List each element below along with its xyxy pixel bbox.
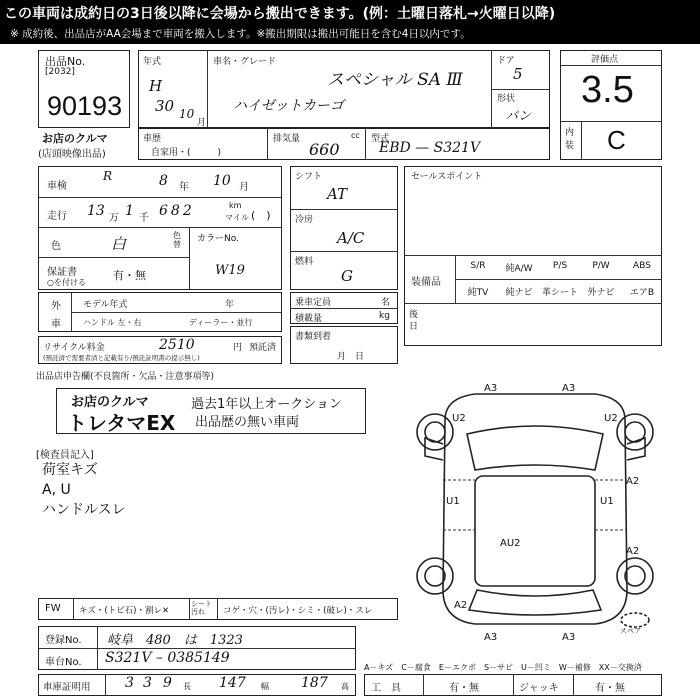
dealer-label: ディーラー・並行	[189, 318, 253, 327]
damage-legend: A－キズ C－腐食 E－エクボ S－サビ U－凹ミ W－補修 XX－交換済	[364, 663, 642, 672]
sales-box	[404, 166, 662, 346]
warranty-sub: ○を付ける	[47, 278, 86, 287]
tools-label: 工 具	[371, 683, 401, 694]
cert-unit-3: 高	[341, 682, 349, 691]
warranty-label: 保証書	[47, 267, 77, 278]
mileage-unit-mile: マイル	[225, 213, 249, 222]
interior-value: C	[607, 125, 626, 155]
mileage-label: 走行	[47, 211, 67, 222]
damage-mark-10: A2	[454, 600, 468, 611]
notice-line-2: ※ 成約後、出品店がAA会場まで車両を搬入します。※搬出期限は搬出可能日を含む4日以内です。	[10, 28, 471, 40]
ac-label: 冷房	[295, 215, 314, 225]
cert-unit-2: 幅	[261, 682, 269, 691]
rear-label: 後日	[409, 310, 419, 332]
cert-value-2: 3	[143, 675, 152, 691]
grade-value: スペシャル SA Ⅲ	[327, 70, 463, 90]
inspector-note-1: 荷室キズ	[42, 462, 98, 478]
name-label: 車名・グレード	[213, 57, 277, 67]
foreign-box	[38, 292, 282, 332]
damage-mark-6: U1	[446, 496, 460, 507]
type-value: EBD — S321V	[379, 140, 481, 156]
mileage-paren: ( )	[251, 209, 271, 222]
equipment-item: 純ナビ	[505, 288, 533, 298]
doc-unit: 月 日	[337, 352, 365, 362]
vehicle-box	[138, 50, 550, 128]
mileage-rest: 682	[159, 203, 195, 219]
fw-items: キズ・(トビ石)・割レ✕	[79, 606, 170, 616]
fw-label: FW	[45, 603, 61, 614]
equipment-item: 革シート	[541, 288, 578, 298]
equipment-item: 純TV	[467, 288, 489, 298]
damage-mark-3: U2	[452, 413, 466, 424]
inspector-notes	[42, 460, 126, 520]
recycle-box	[38, 336, 282, 364]
color-label: 色	[51, 241, 61, 252]
color-value: 白	[111, 235, 127, 253]
inspector-title: [検査員記入]	[36, 450, 94, 461]
ac-value: A/C	[337, 229, 365, 247]
score-value: 3.5	[581, 69, 634, 111]
year-value: 30	[155, 97, 175, 115]
jack-value: 有・無	[595, 683, 625, 694]
equipment-item: 外ナビ	[587, 288, 615, 298]
shape-value: バン	[505, 109, 532, 124]
mileage-sen-unit: 千	[139, 213, 149, 224]
displacement-label: 排気量	[273, 134, 301, 144]
cert-value-4: 147	[219, 675, 246, 691]
ad-line-2: トレタマEX	[67, 411, 176, 435]
damage-mark-7: U1	[600, 496, 614, 507]
month-value: 10	[179, 107, 195, 121]
handle-label: ハンドル 左・右	[83, 318, 142, 327]
recycle-value: 2510	[159, 337, 195, 353]
model-name: ハイゼットカーゴ	[233, 98, 344, 114]
damage-mark-5: A2	[626, 476, 640, 487]
car-diagram	[405, 380, 665, 648]
damage-mark-2: A3	[562, 383, 576, 394]
shaken-year-unit: 年	[179, 182, 189, 193]
shaken-label: 車検	[47, 181, 67, 192]
cert-value-3: 9	[163, 675, 172, 691]
equip-label: 装備品	[411, 277, 441, 288]
damage-mark-12: A3	[562, 632, 576, 643]
chassis-value: S321V – 0385149	[105, 650, 230, 666]
cert-value-1: 3	[125, 675, 134, 691]
equipment-item: ABS	[633, 261, 651, 271]
seat-items: コゲ・穴・(汚レ)・シミ・(破レ)・スレ	[223, 606, 373, 616]
recycle-label: リサイクル料金	[43, 343, 105, 353]
equipment-item: P/S	[552, 261, 568, 271]
chassis-label: 車台No.	[45, 657, 82, 668]
displacement-value: 660	[309, 140, 340, 159]
shaken-year: 8	[159, 173, 168, 189]
mileage-man: 13	[87, 203, 105, 219]
store-line-1: お店のクルマ	[42, 132, 108, 145]
shaken-month-unit: 月	[239, 182, 249, 193]
cert-value-5: 187	[301, 675, 328, 691]
sales-label: セールスポイント	[411, 172, 483, 182]
jack-label: ジャッキ	[519, 683, 559, 694]
vehicle-row2	[138, 128, 550, 160]
doors-value: 5	[513, 65, 523, 83]
fuel-value: G	[341, 267, 353, 285]
specs-box	[290, 166, 398, 290]
colorno-label: カラーNo.	[197, 234, 239, 244]
fuel-label: 燃料	[295, 257, 314, 267]
seat-label: シート汚れ	[191, 600, 212, 616]
inspector-note-3: ハンドルスレ	[42, 502, 126, 518]
colorno-value: W19	[215, 263, 245, 278]
history-options: 自家用・( )	[151, 148, 222, 158]
garage-cert-box	[38, 674, 356, 696]
recycle-sub: (預託済で需要者済と記載有り/預託証明書の提示無し)	[43, 354, 200, 362]
damage-mark-1: A3	[484, 383, 498, 394]
capacity-label: 乗車定員	[295, 298, 332, 308]
reg-value: 岐阜 480 は 1323	[107, 633, 243, 648]
shift-label: シフト	[295, 172, 323, 182]
store-line-2: (店頭映像出品)	[38, 149, 106, 160]
remarks-title: 出品店申告欄(不良箇所・欠品・注意事項等)	[36, 372, 215, 382]
damage-mark-11: A3	[484, 632, 498, 643]
equipment-item: P/W	[592, 261, 610, 271]
shift-value: AT	[327, 185, 348, 203]
lot-label: 出品No.	[45, 55, 86, 68]
ad-line-3: 過去1年以上オークション	[191, 397, 343, 412]
capacity-unit: 名	[381, 298, 391, 308]
registration-box	[38, 626, 356, 670]
type-label: 型式	[371, 134, 390, 144]
tools-value: 有・無	[449, 683, 479, 694]
color-side: 色替	[173, 231, 181, 249]
interior-label: 内装	[565, 128, 575, 151]
shape-label: 形状	[497, 94, 516, 104]
mileage-man-unit: 万	[109, 213, 119, 224]
model-year-unit: 年	[225, 300, 235, 310]
mileage-unit-km: km	[229, 201, 242, 210]
spare-label: スペア	[620, 627, 641, 635]
inspection-box	[38, 166, 282, 290]
inspector-note-2: A, U	[42, 482, 71, 498]
history-label: 車歴	[143, 134, 162, 144]
load-unit: kg	[379, 311, 390, 321]
equipment-item: S/R	[470, 261, 486, 271]
month-unit: 月	[197, 118, 207, 128]
ad-box	[56, 388, 366, 434]
capacity-box	[290, 292, 398, 324]
damage-mark-4: U2	[604, 413, 618, 424]
equipment-item: エアB	[629, 288, 655, 298]
foreign-label-2: 車	[51, 319, 61, 330]
mileage-sen: 1	[125, 203, 134, 219]
score-box	[560, 50, 662, 160]
lot-box	[38, 50, 130, 128]
reg-label: 登録No.	[45, 635, 82, 646]
recycle-unit: 円	[233, 343, 243, 353]
damage-mark-9: A2	[626, 546, 640, 557]
document-box	[290, 326, 398, 364]
recycle-note: 預託済	[249, 343, 277, 353]
doc-label: 書類到着	[295, 332, 332, 342]
cert-unit-1: 長	[183, 682, 191, 691]
foreign-label-1: 外	[51, 301, 61, 312]
notice-banner	[0, 0, 700, 44]
load-label: 積載量	[295, 314, 323, 324]
shaken-era: R	[103, 169, 113, 183]
score-label: 評価点	[591, 55, 619, 65]
cert-label: 車庫証明用	[43, 682, 91, 693]
displacement-unit: cc	[351, 131, 360, 140]
tools-box	[364, 674, 662, 696]
damage-mark-8: AU2	[500, 538, 521, 549]
lot-number: 90193	[47, 91, 123, 121]
interior-legend	[38, 598, 398, 620]
ad-line-1: お店のクルマ	[71, 395, 149, 410]
shaken-month: 10	[213, 173, 231, 189]
warranty-value: 有・無	[113, 269, 146, 282]
ad-line-4: 出品歴の無い車両	[195, 415, 300, 430]
model-year-label: モデル年式	[83, 300, 128, 310]
equipment-item: 純A/W	[505, 264, 533, 274]
lot-code: [2032]	[45, 67, 75, 77]
notice-line-1: この車両は成約日の3日後以降に会場から搬出できます。(例：土曜日落札→火曜日以降)	[4, 6, 556, 22]
year-era: H	[149, 77, 163, 95]
doors-label: ドア	[497, 56, 515, 66]
year-label: 年式	[143, 57, 162, 67]
